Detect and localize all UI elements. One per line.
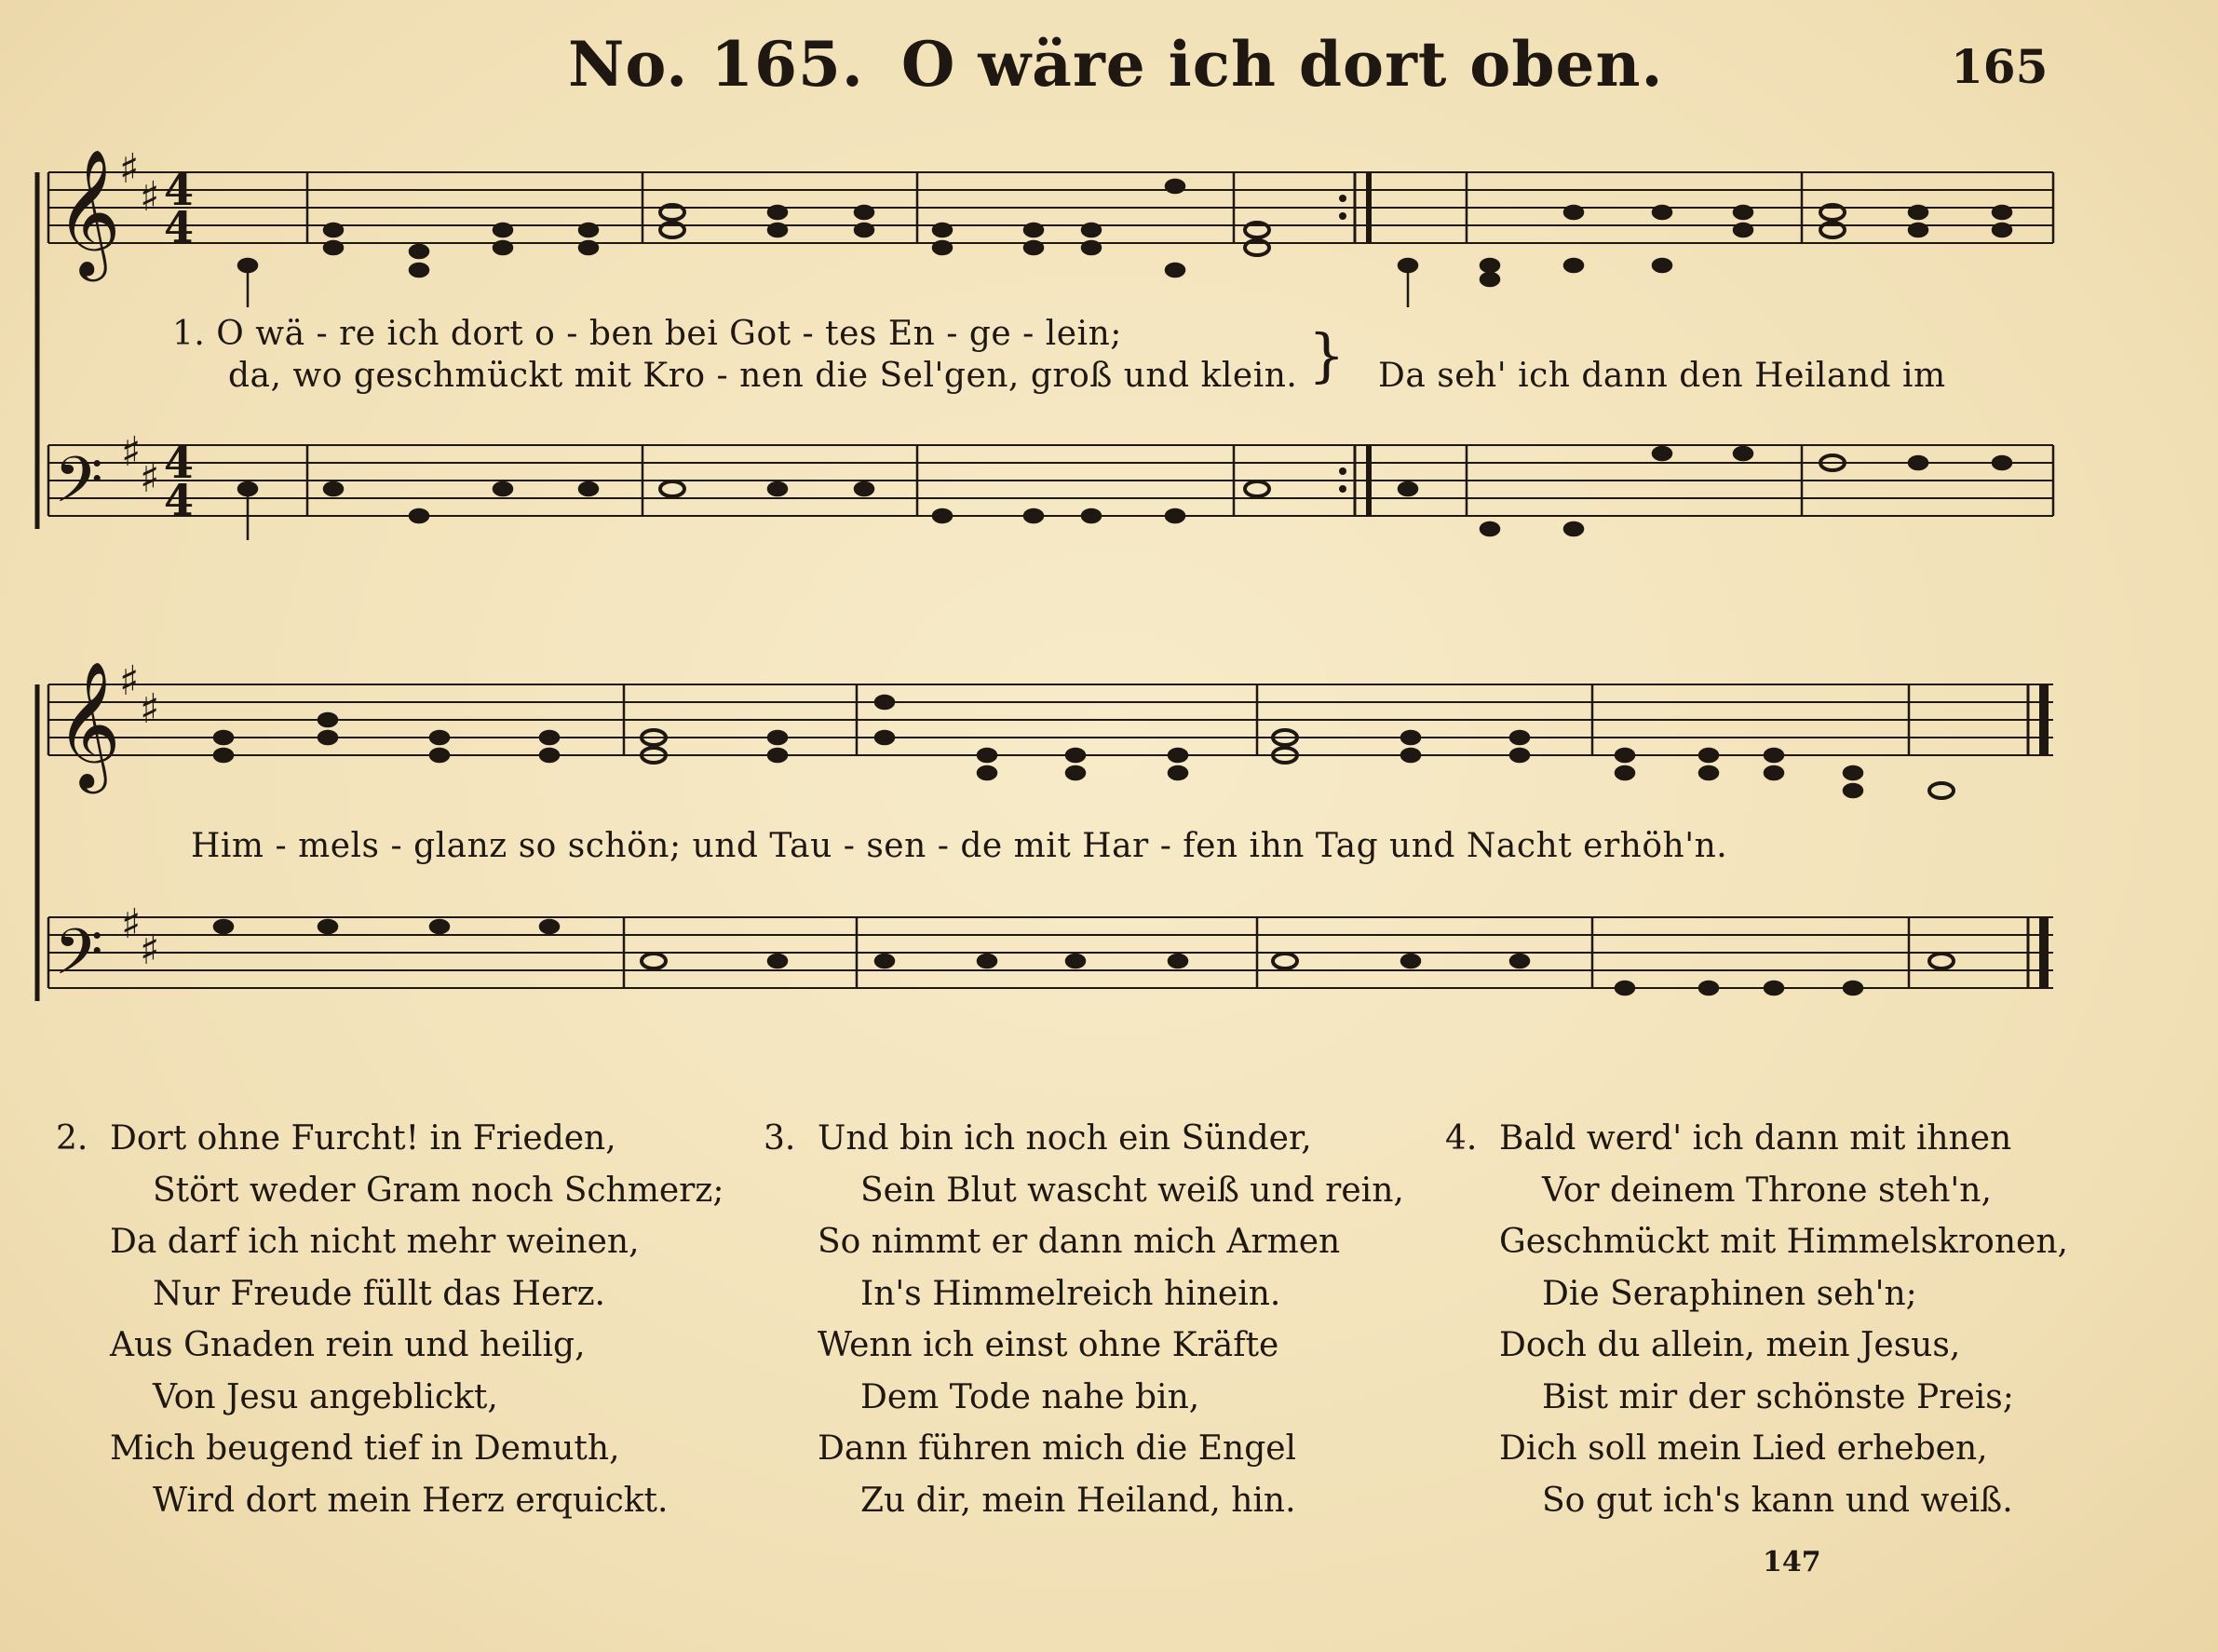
time-sig-top: 4 — [164, 165, 195, 215]
treble-clef-icon — [56, 147, 121, 281]
song-number: No. 165. — [568, 28, 864, 101]
verse-number: 3. — [764, 1119, 796, 1158]
verse-line: Aus Gnaden rein und heilig, — [110, 1326, 586, 1364]
svg-text:♯: ♯ — [121, 428, 142, 476]
lyrics-system2: Him - mels - glanz so schön; und Tau - sen - de mit Har - fen ihn Tag und Nacht erhöh'n. — [191, 827, 1728, 865]
svg-text:𝄢: 𝄢 — [54, 444, 103, 533]
bass-clef-icon — [54, 444, 103, 533]
verse-line: Wird dort mein Herz erquickt. — [153, 1481, 669, 1520]
verse-line: So nimmt er dann mich Armen — [818, 1223, 1341, 1261]
svg-text:♯: ♯ — [119, 657, 140, 705]
lyrics-system1-line1: 1. O wä - re ich dort o - ben bei Got - tes En - ge - lein; — [172, 315, 1122, 353]
verse-line: Geschmückt mit Himmelskronen, — [1499, 1223, 2068, 1261]
svg-text:♯: ♯ — [119, 145, 140, 193]
verse-line: Die Seraphinen seh'n; — [1542, 1274, 1917, 1313]
verse-4 — [1445, 1113, 2068, 1526]
svg-text:♯: ♯ — [140, 685, 160, 733]
verse-number: 4. — [1445, 1119, 1478, 1158]
key-signature-bass-1 — [121, 428, 159, 502]
lyrics-system1-cont: Da seh' ich dann den Heiland im — [1378, 357, 1946, 395]
time-signature-treble-1 — [164, 165, 194, 252]
verse-line: So gut ich's kann und weiß. — [1542, 1481, 2013, 1520]
svg-text:𝄞: 𝄞 — [56, 147, 121, 276]
verse-line: Nur Freude füllt das Herz. — [153, 1274, 605, 1313]
treble-staff-2 — [48, 684, 2053, 755]
verse-line: Bald werd' ich dann mit ihnen — [1499, 1119, 2012, 1158]
verse-number: 2. — [56, 1119, 88, 1158]
bass-clef-icon-2 — [54, 916, 103, 1005]
svg-text:𝄞: 𝄞 — [56, 659, 121, 788]
svg-text:♯: ♯ — [121, 900, 142, 948]
page-number: 165 — [1951, 39, 2049, 94]
time-sig-bottom: 4 — [164, 202, 195, 252]
svg-text:♯: ♯ — [140, 454, 160, 502]
time-sig-top-bass: 4 — [164, 438, 195, 488]
verse-line: Doch du allein, mein Jesus, — [1499, 1326, 1961, 1364]
verse-line: Mich beugend tief in Demuth, — [110, 1429, 620, 1468]
bass-notes-2 — [214, 920, 1954, 995]
treble-clef-icon-2 — [56, 659, 121, 793]
key-signature-treble-1 — [119, 145, 159, 221]
verse-line: Da darf ich nicht mehr weinen, — [110, 1223, 640, 1261]
verse-line: Vor deinem Throne steh'n, — [1542, 1171, 1992, 1210]
lyrics-system1-line2: da, wo geschmückt mit Kro - nen die Sel'gen, groß und klein. — [228, 357, 1298, 395]
svg-text:𝄢: 𝄢 — [54, 916, 103, 1005]
verses-section — [0, 1113, 2218, 1541]
bass-staff-2 — [48, 917, 2053, 988]
verse-line: Und bin ich noch ein Sünder, — [818, 1119, 1312, 1158]
lyrics-brace: } — [1308, 321, 1346, 389]
verse-line: Dich soll mein Lied erheben, — [1499, 1429, 1988, 1468]
verse-line: Dem Tode nahe bin, — [860, 1377, 1200, 1416]
key-signature-treble-2 — [119, 657, 159, 733]
verse-line: Dort ohne Furcht! in Frieden, — [110, 1119, 616, 1158]
verse-line: Bist mir der schönste Preis; — [1542, 1377, 2014, 1416]
svg-text:♯: ♯ — [140, 173, 160, 221]
time-signature-bass-1 — [164, 438, 194, 525]
verse-line: Sein Blut wascht weiß und rein, — [860, 1171, 1404, 1210]
key-signature-bass-2 — [121, 900, 159, 974]
treble-notes-2 — [214, 696, 1954, 798]
verse-line: Zu dir, mein Heiland, hin. — [860, 1481, 1296, 1520]
bass-notes-1 — [238, 447, 2011, 540]
verse-line: Stört weder Gram noch Schmerz; — [153, 1171, 724, 1210]
time-sig-bottom-bass: 4 — [164, 475, 195, 525]
song-name: O wäre ich dort oben. — [900, 28, 1664, 101]
footer-page-number: 147 — [1763, 1546, 1821, 1578]
verse-3 — [764, 1113, 1404, 1526]
verse-line: In's Himmelreich hinein. — [860, 1274, 1281, 1313]
verse-line: Von Jesu angeblickt, — [153, 1377, 498, 1416]
verse-line: Wenn ich einst ohne Kräfte — [818, 1326, 1279, 1364]
verse-2 — [56, 1113, 724, 1526]
verse-line: Dann führen mich die Engel — [818, 1429, 1297, 1468]
svg-text:♯: ♯ — [140, 927, 160, 974]
